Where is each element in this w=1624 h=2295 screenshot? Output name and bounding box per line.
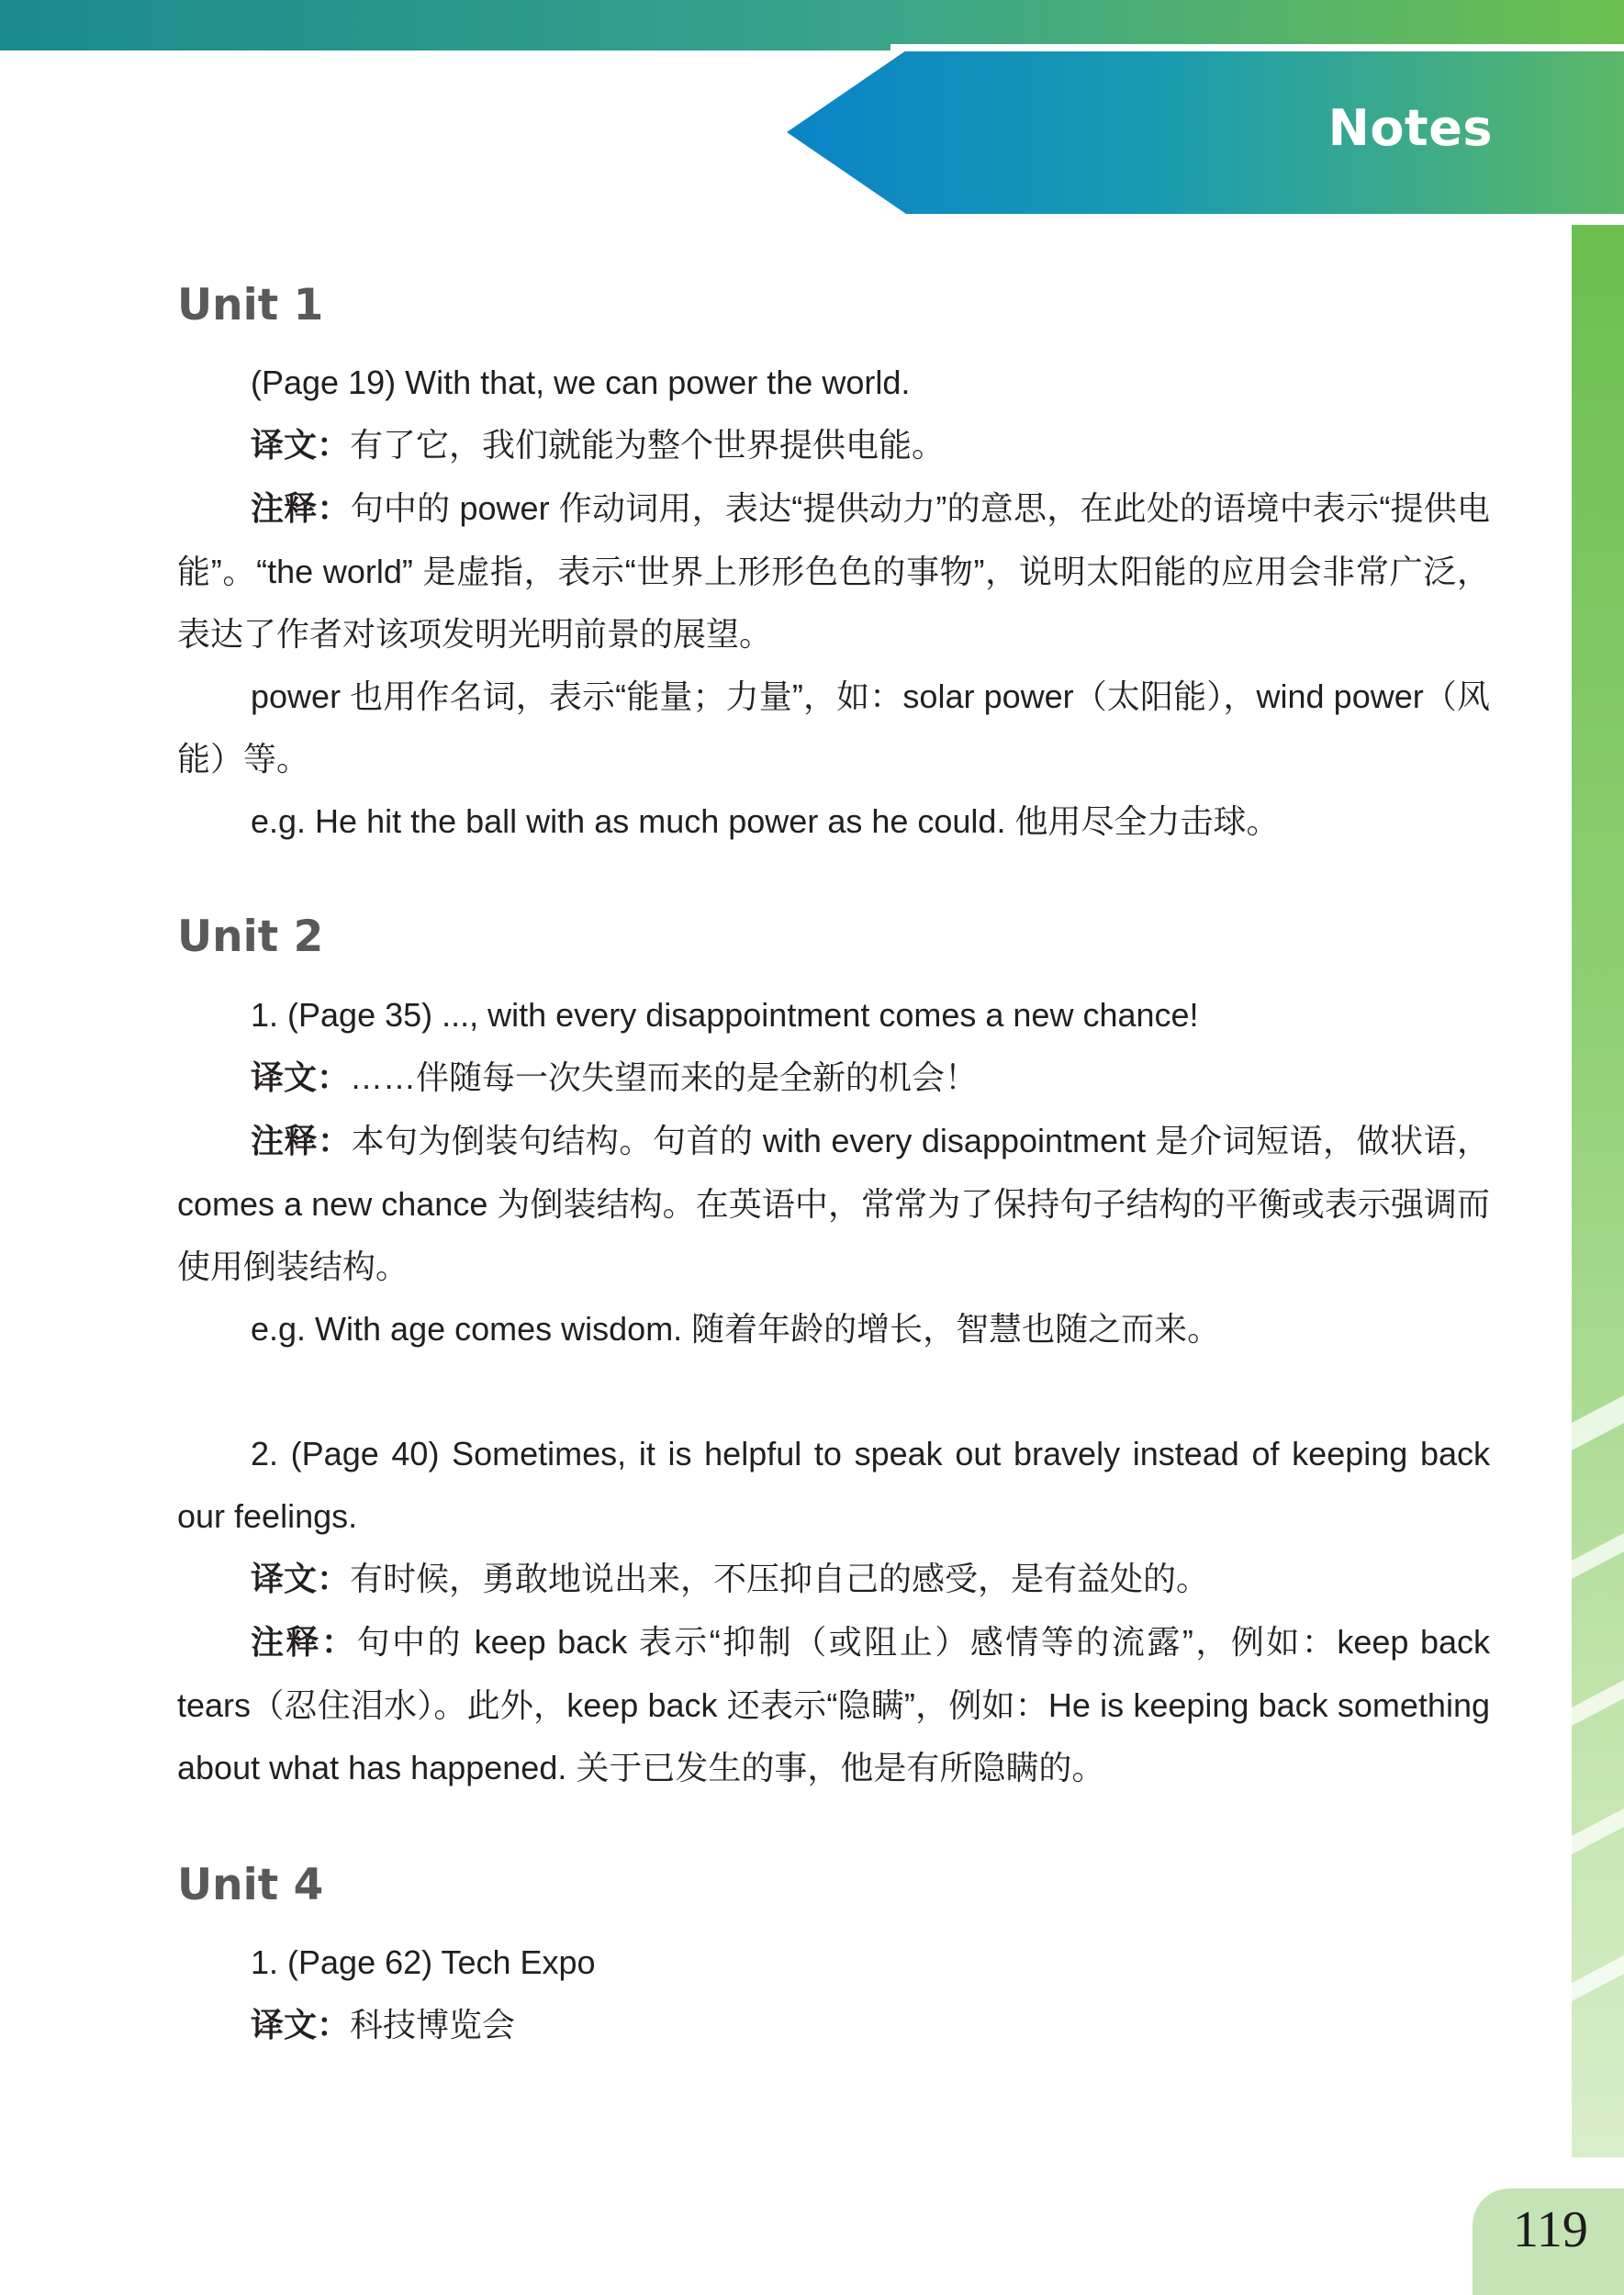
unit-1-section [177, 280, 1490, 853]
unit-2-item-2-translation-text: 有时候，勇敢地说出来，不压抑自己的感受，是有益处的。 [350, 1559, 1210, 1597]
unit-2-section [177, 912, 1490, 1798]
unit-1-title: Unit 1 [177, 280, 324, 330]
notes-content [177, 280, 1490, 2057]
unit-2-item-1-source: 1. (Page 35) ..., with every disappointment comes a new chance! [251, 995, 1199, 1034]
unit-1-source-sentence: (Page 19) With that, we can power the world. [251, 364, 911, 402]
unit-2-title: Unit 2 [177, 912, 324, 963]
item-spacer [177, 1360, 1490, 1423]
page-title: Notes [1327, 99, 1493, 157]
unit-4-section [177, 1860, 1490, 2057]
unit-4-title: Unit 4 [177, 1859, 324, 1910]
translation-label: 译文： [251, 1058, 351, 1097]
translation-label: 译文： [251, 427, 351, 465]
unit-2-item-1-translation [177, 1047, 1490, 1110]
unit-1-translation-text: 有了它，我们就能为整个世界提供电能。 [350, 426, 946, 465]
unit-1-translation [177, 414, 1490, 477]
unit-4-item-1-translation-text: 科技博览会 [350, 2006, 516, 2044]
unit-2-item-1-annotation [177, 1110, 1490, 1298]
side-stripes-decoration [1572, 1322, 1624, 2148]
unit-2-item-2-source: 2. (Page 40) Sometimes, it is helpful to speak out bravely instead of keeping back our feelings. [177, 1434, 1490, 1535]
top-header-bar [0, 0, 1624, 50]
annotation-label: 注释： [251, 1122, 352, 1160]
unit-1-extra-note: power 也用作名词，表示“能量；力量”，如：solar power（太阳能），wind power（风能）等。 [177, 677, 1490, 778]
unit-1-example: e.g. He hit the ball with as much power as he could. 他用尽全力击球。 [251, 802, 1280, 841]
translation-label: 译文： [251, 2007, 351, 2045]
unit-1-annotation [177, 477, 1490, 666]
translation-label: 译文： [251, 1560, 351, 1598]
annotation-label: 注释： [251, 490, 351, 529]
unit-1-annotation-text: 句中的 power 作动词用，表达“提供动力”的意思，在此处的语境中表示“提供电能”。“the world” 是虚指，表示“世界上形形色色的事物”，说明太阳能的应用会非常广泛，表达了作者对该项发明光明前景的展望。 [177, 489, 1490, 654]
unit-2-item-1-annotation-text: 本句为倒装句结构。句首的 with every disappointment 是介词短语，做状语，comes a new chance 为倒装结构。在英语中，常常为了保持句子结构的平衡或表示强调而使用倒装结构。 [177, 1121, 1490, 1285]
unit-2-item-1-translation-text: ……伴随每一次失望而来的是全新的机会！ [350, 1058, 979, 1096]
banner-separator [890, 44, 1624, 51]
unit-4-item-1-source: 1. (Page 62) Tech Expo [251, 1943, 596, 1982]
unit-4-item-1-translation [177, 1994, 1490, 2057]
unit-2-item-2-translation [177, 1548, 1490, 1611]
annotation-label: 注释： [251, 1623, 357, 1662]
unit-2-item-1-example: e.g. With age comes wisdom. 随着年龄的增长，智慧也随之而来。 [251, 1309, 1221, 1348]
page-number: 119 [1513, 2201, 1588, 2258]
header-banner [787, 50, 1624, 214]
unit-2-item-2-annotation [177, 1611, 1490, 1799]
unit-2-item-2-annotation-text: 句中的 keep back 表示“抑制（或阻止）感情等的流露”，例如：keep back tears（忍住泪水）。此外，keep back 还表示“隐瞒”，例如：He is keeping back something about what has happened. 关于已发生的事，他是有所隐瞒的。 [177, 1622, 1490, 1786]
